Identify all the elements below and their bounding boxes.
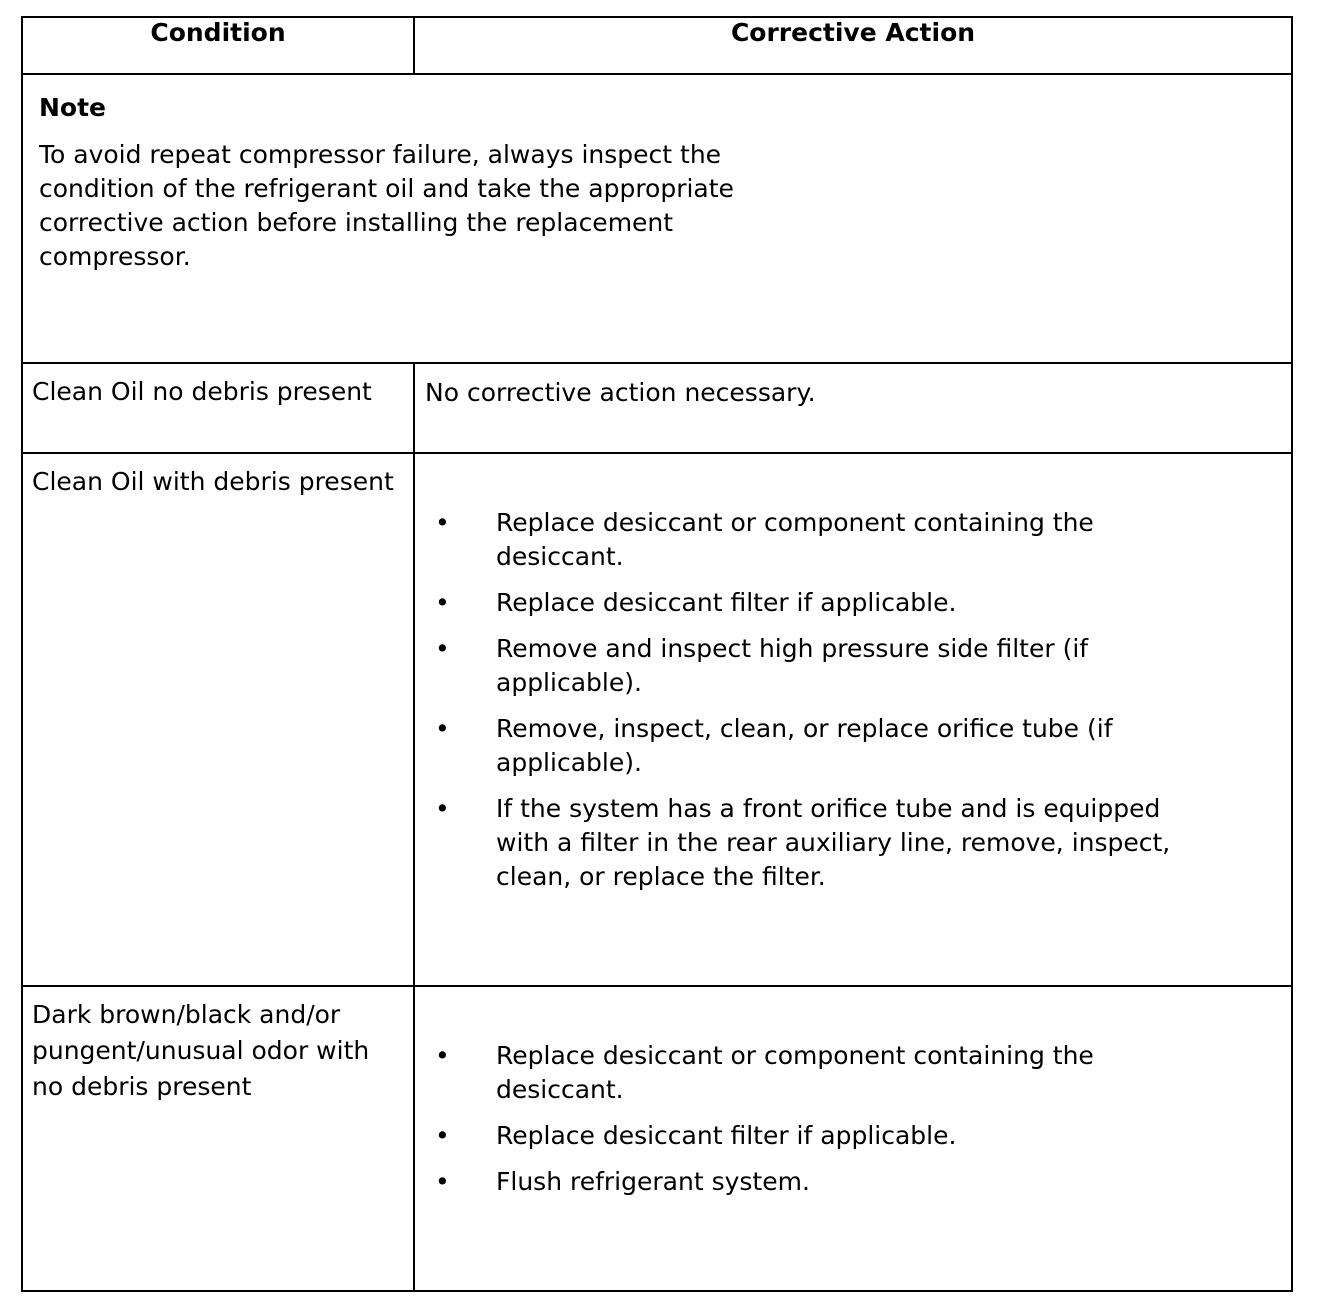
header-condition: Condition [22,17,414,74]
note-row [22,74,1292,363]
list-item [425,632,1186,700]
action-text: If the system has a front orifice tube and is equipped with a filter in the rear auxiliary line, remove, inspect, clean, or replace the filter. [496,794,1171,891]
header-corrective-action: Corrective Action [414,17,1292,74]
bullet-icon: • [435,508,450,537]
condition-cell: Clean Oil no debris present [22,363,414,453]
list-item [425,1119,1186,1153]
action-text: Replace desiccant or component containing the desiccant. [496,1041,1094,1104]
bullet-icon: • [435,1041,450,1070]
action-list [425,1039,1281,1199]
action-cell: No corrective action necessary. [414,363,1292,453]
action-text: Remove, inspect, clean, or replace orifice tube (if applicable). [496,714,1113,777]
table-row [22,986,1292,1291]
bullet-icon: • [435,634,450,663]
action-cell [414,986,1292,1291]
condition-action-table [21,16,1293,1292]
list-item [425,506,1186,574]
condition-cell: Dark brown/black and/or pungent/unusual odor with no debris present [22,986,414,1291]
condition-cell: Clean Oil with debris present [22,453,414,986]
note-title: Note [39,93,107,122]
bullet-icon: • [435,1167,450,1196]
table-row [22,363,1292,453]
note-text: To avoid repeat compressor failure, always inspect the condition of the refrigerant oil and take the appropriate corrective action before installing the replacement compressor. [39,140,734,271]
list-item [425,712,1186,780]
action-text: Replace desiccant filter if applicable. [496,588,957,617]
bullet-icon: • [435,1121,450,1150]
table-header-row [22,17,1292,74]
action-text: Flush refrigerant system. [496,1167,810,1196]
table-row [22,453,1292,986]
action-text: Replace desiccant filter if applicable. [496,1121,957,1150]
action-text: Remove and inspect high pressure side filter (if applicable). [496,634,1089,697]
list-item [425,586,1186,620]
list-item [425,1039,1186,1107]
list-item [425,792,1186,894]
bullet-icon: • [435,714,450,743]
bullet-icon: • [435,794,450,823]
action-list [425,506,1281,894]
note-cell [22,74,1292,363]
list-item [425,1165,1186,1199]
action-text: Replace desiccant or component containing the desiccant. [496,508,1094,571]
action-cell [414,453,1292,986]
bullet-icon: • [435,588,450,617]
